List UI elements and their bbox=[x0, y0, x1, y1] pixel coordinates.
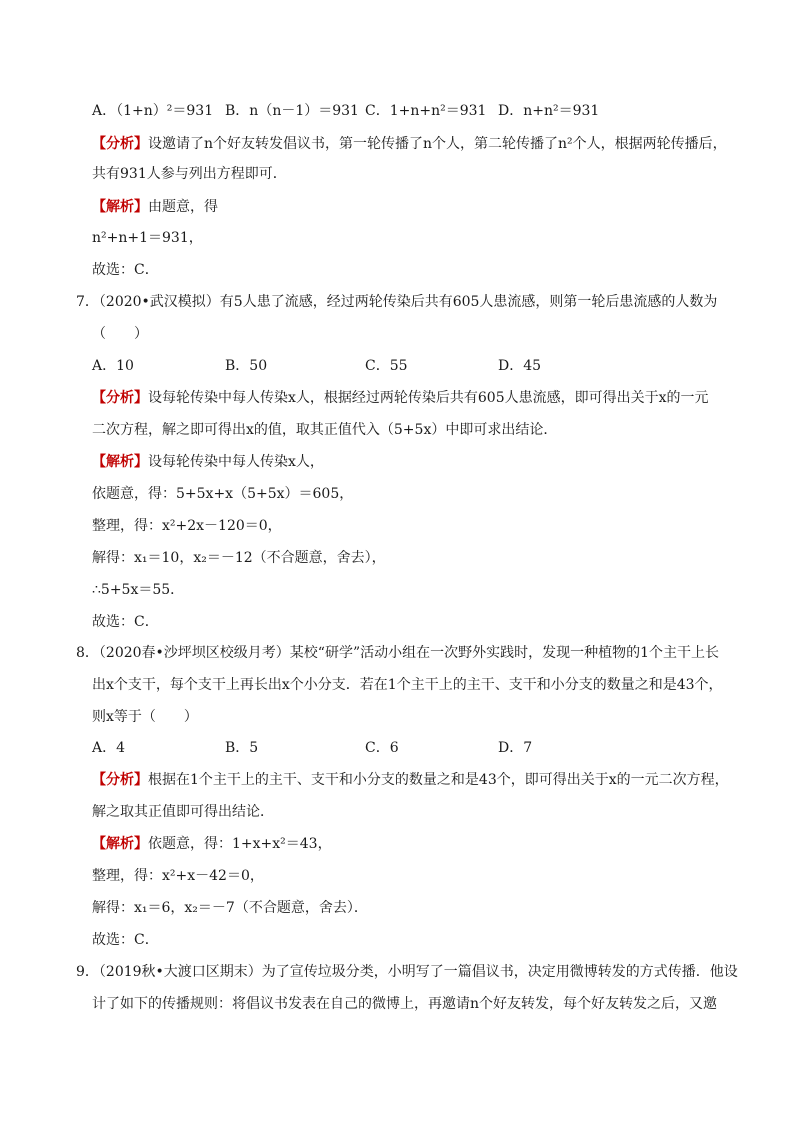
q7-stem: 7．（2020•武汉模拟）有5人患了流感，经过两轮传染后共有605人患流感，则第一轮后患流感的人数为 bbox=[76, 294, 718, 310]
option-label: D． bbox=[498, 740, 524, 756]
option-text: n+n²＝931 bbox=[523, 103, 600, 119]
option-text: 50 bbox=[249, 358, 268, 374]
q7-solution-step: ∴5+5x＝55． bbox=[92, 582, 185, 598]
q6-analysis bbox=[92, 135, 727, 153]
analysis-text: 设邀请了n个好友转发倡议书，第一轮传播了n个人，第二轮传播了n²个人，根据两轮传播后， bbox=[148, 136, 727, 152]
solution-tag: 【解析】 bbox=[92, 836, 148, 852]
q6-solution bbox=[92, 198, 218, 216]
analysis-tag: 【分析】 bbox=[92, 390, 148, 406]
option-label: C． bbox=[365, 740, 390, 756]
option-label: B． bbox=[225, 103, 250, 119]
q6-option-a bbox=[92, 102, 213, 120]
q7-solution-step: 整理，得：x²+2x－120＝0， bbox=[92, 518, 282, 534]
option-text: 45 bbox=[523, 358, 542, 374]
q9-stem: 9．（2019秋•大渡口区期末）为了宣传垃圾分类，小明写了一篇倡议书，决定用微博转发的方式传播．他设 bbox=[76, 964, 738, 980]
q7-solution-step: 解得：x₁＝10，x₂＝－12（不合题意，舍去）， bbox=[92, 550, 386, 566]
q8-analysis-cont: 解之取其正值即可得出结论． bbox=[92, 804, 274, 820]
q7-analysis bbox=[92, 389, 709, 407]
option-text: 7 bbox=[523, 740, 533, 756]
q7-option-c bbox=[365, 357, 408, 375]
solution-text: 依题意，得：1+x+x²＝43， bbox=[148, 836, 332, 852]
option-text: 1+n+n²＝931 bbox=[389, 103, 487, 119]
q7-option-a bbox=[92, 357, 134, 375]
q6-equation: n²+n+1＝931， bbox=[92, 230, 203, 246]
option-text: 55 bbox=[389, 358, 408, 374]
analysis-tag: 【分析】 bbox=[92, 772, 148, 788]
q8-option-d bbox=[498, 739, 532, 757]
q8-stem-cont: 出x个支干，每个支干上再长出x个小分支．若在1个主干上的主干、支干和小分支的数量之和是43个， bbox=[92, 677, 723, 693]
option-label: B． bbox=[225, 358, 250, 374]
analysis-text: 设每轮传染中每人传染x人，根据经过两轮传染后共有605人患流感，即可得出关于x的一元 bbox=[148, 390, 709, 406]
option-text: 10 bbox=[116, 358, 134, 374]
option-text: （1+n）²＝931 bbox=[116, 103, 214, 119]
solution-tag: 【解析】 bbox=[92, 199, 148, 215]
option-label: A． bbox=[92, 358, 117, 374]
q8-analysis bbox=[92, 771, 729, 789]
q8-option-a bbox=[92, 739, 125, 757]
solution-text: 由题意，得 bbox=[148, 199, 218, 215]
q7-option-d bbox=[498, 357, 541, 375]
option-label: D． bbox=[498, 103, 524, 119]
option-text: 6 bbox=[389, 740, 399, 756]
q8-solution-step: 整理，得：x²+x－42＝0， bbox=[92, 868, 264, 884]
q6-option-d bbox=[498, 102, 599, 120]
q7-option-b bbox=[225, 357, 267, 375]
q6-option-b bbox=[225, 102, 359, 120]
q6-option-c bbox=[365, 102, 486, 120]
q8-answer: 故选：C． bbox=[92, 932, 159, 948]
q8-option-b bbox=[225, 739, 258, 757]
q9-stem-cont: 计了如下的传播规则：将倡议书发表在自己的微博上，再邀请n个好友转发，每个好友转发之后，又邀 bbox=[92, 996, 718, 1012]
option-label: A． bbox=[92, 740, 117, 756]
option-text: 4 bbox=[116, 740, 126, 756]
q8-solution bbox=[92, 835, 332, 853]
analysis-text: 根据在1个主干上的主干、支干和小分支的数量之和是43个，即可得出关于x的一元二次方程， bbox=[148, 772, 729, 788]
q7-stem-cont: （ ） bbox=[92, 326, 148, 342]
q7-answer: 故选：C． bbox=[92, 614, 159, 630]
q6-analysis-cont: 共有931人参与列出方程即可． bbox=[92, 166, 287, 182]
solution-tag: 【解析】 bbox=[92, 454, 148, 470]
option-label: C． bbox=[365, 358, 390, 374]
q8-solution-step: 解得：x₁＝6，x₂＝－7（不合题意，舍去）． bbox=[92, 900, 368, 916]
option-label: B． bbox=[225, 740, 250, 756]
q7-solution bbox=[92, 453, 324, 471]
option-text: n（n－1）＝931 bbox=[249, 103, 359, 119]
q7-solution-step: 依题意，得：5+5x+x（5+5x）＝605， bbox=[92, 486, 354, 502]
q8-stem-cont: 则x等于（ ） bbox=[92, 709, 198, 725]
option-text: 5 bbox=[249, 740, 259, 756]
q6-answer: 故选：C． bbox=[92, 262, 159, 278]
option-label: D． bbox=[498, 358, 524, 374]
analysis-tag: 【分析】 bbox=[92, 136, 148, 152]
q7-analysis-cont: 二次方程，解之即可得出x的值，取其正值代入（5+5x）中即可求出结论． bbox=[92, 422, 558, 438]
q8-option-c bbox=[365, 739, 399, 757]
option-label: C． bbox=[365, 103, 390, 119]
solution-text: 设每轮传染中每人传染x人， bbox=[148, 454, 324, 470]
option-label: A． bbox=[92, 103, 117, 119]
q8-stem: 8．（2020春•沙坪坝区校级月考）某校“研学”活动小组在一次野外实践时，发现一种植物的1个主干上长 bbox=[76, 645, 720, 661]
